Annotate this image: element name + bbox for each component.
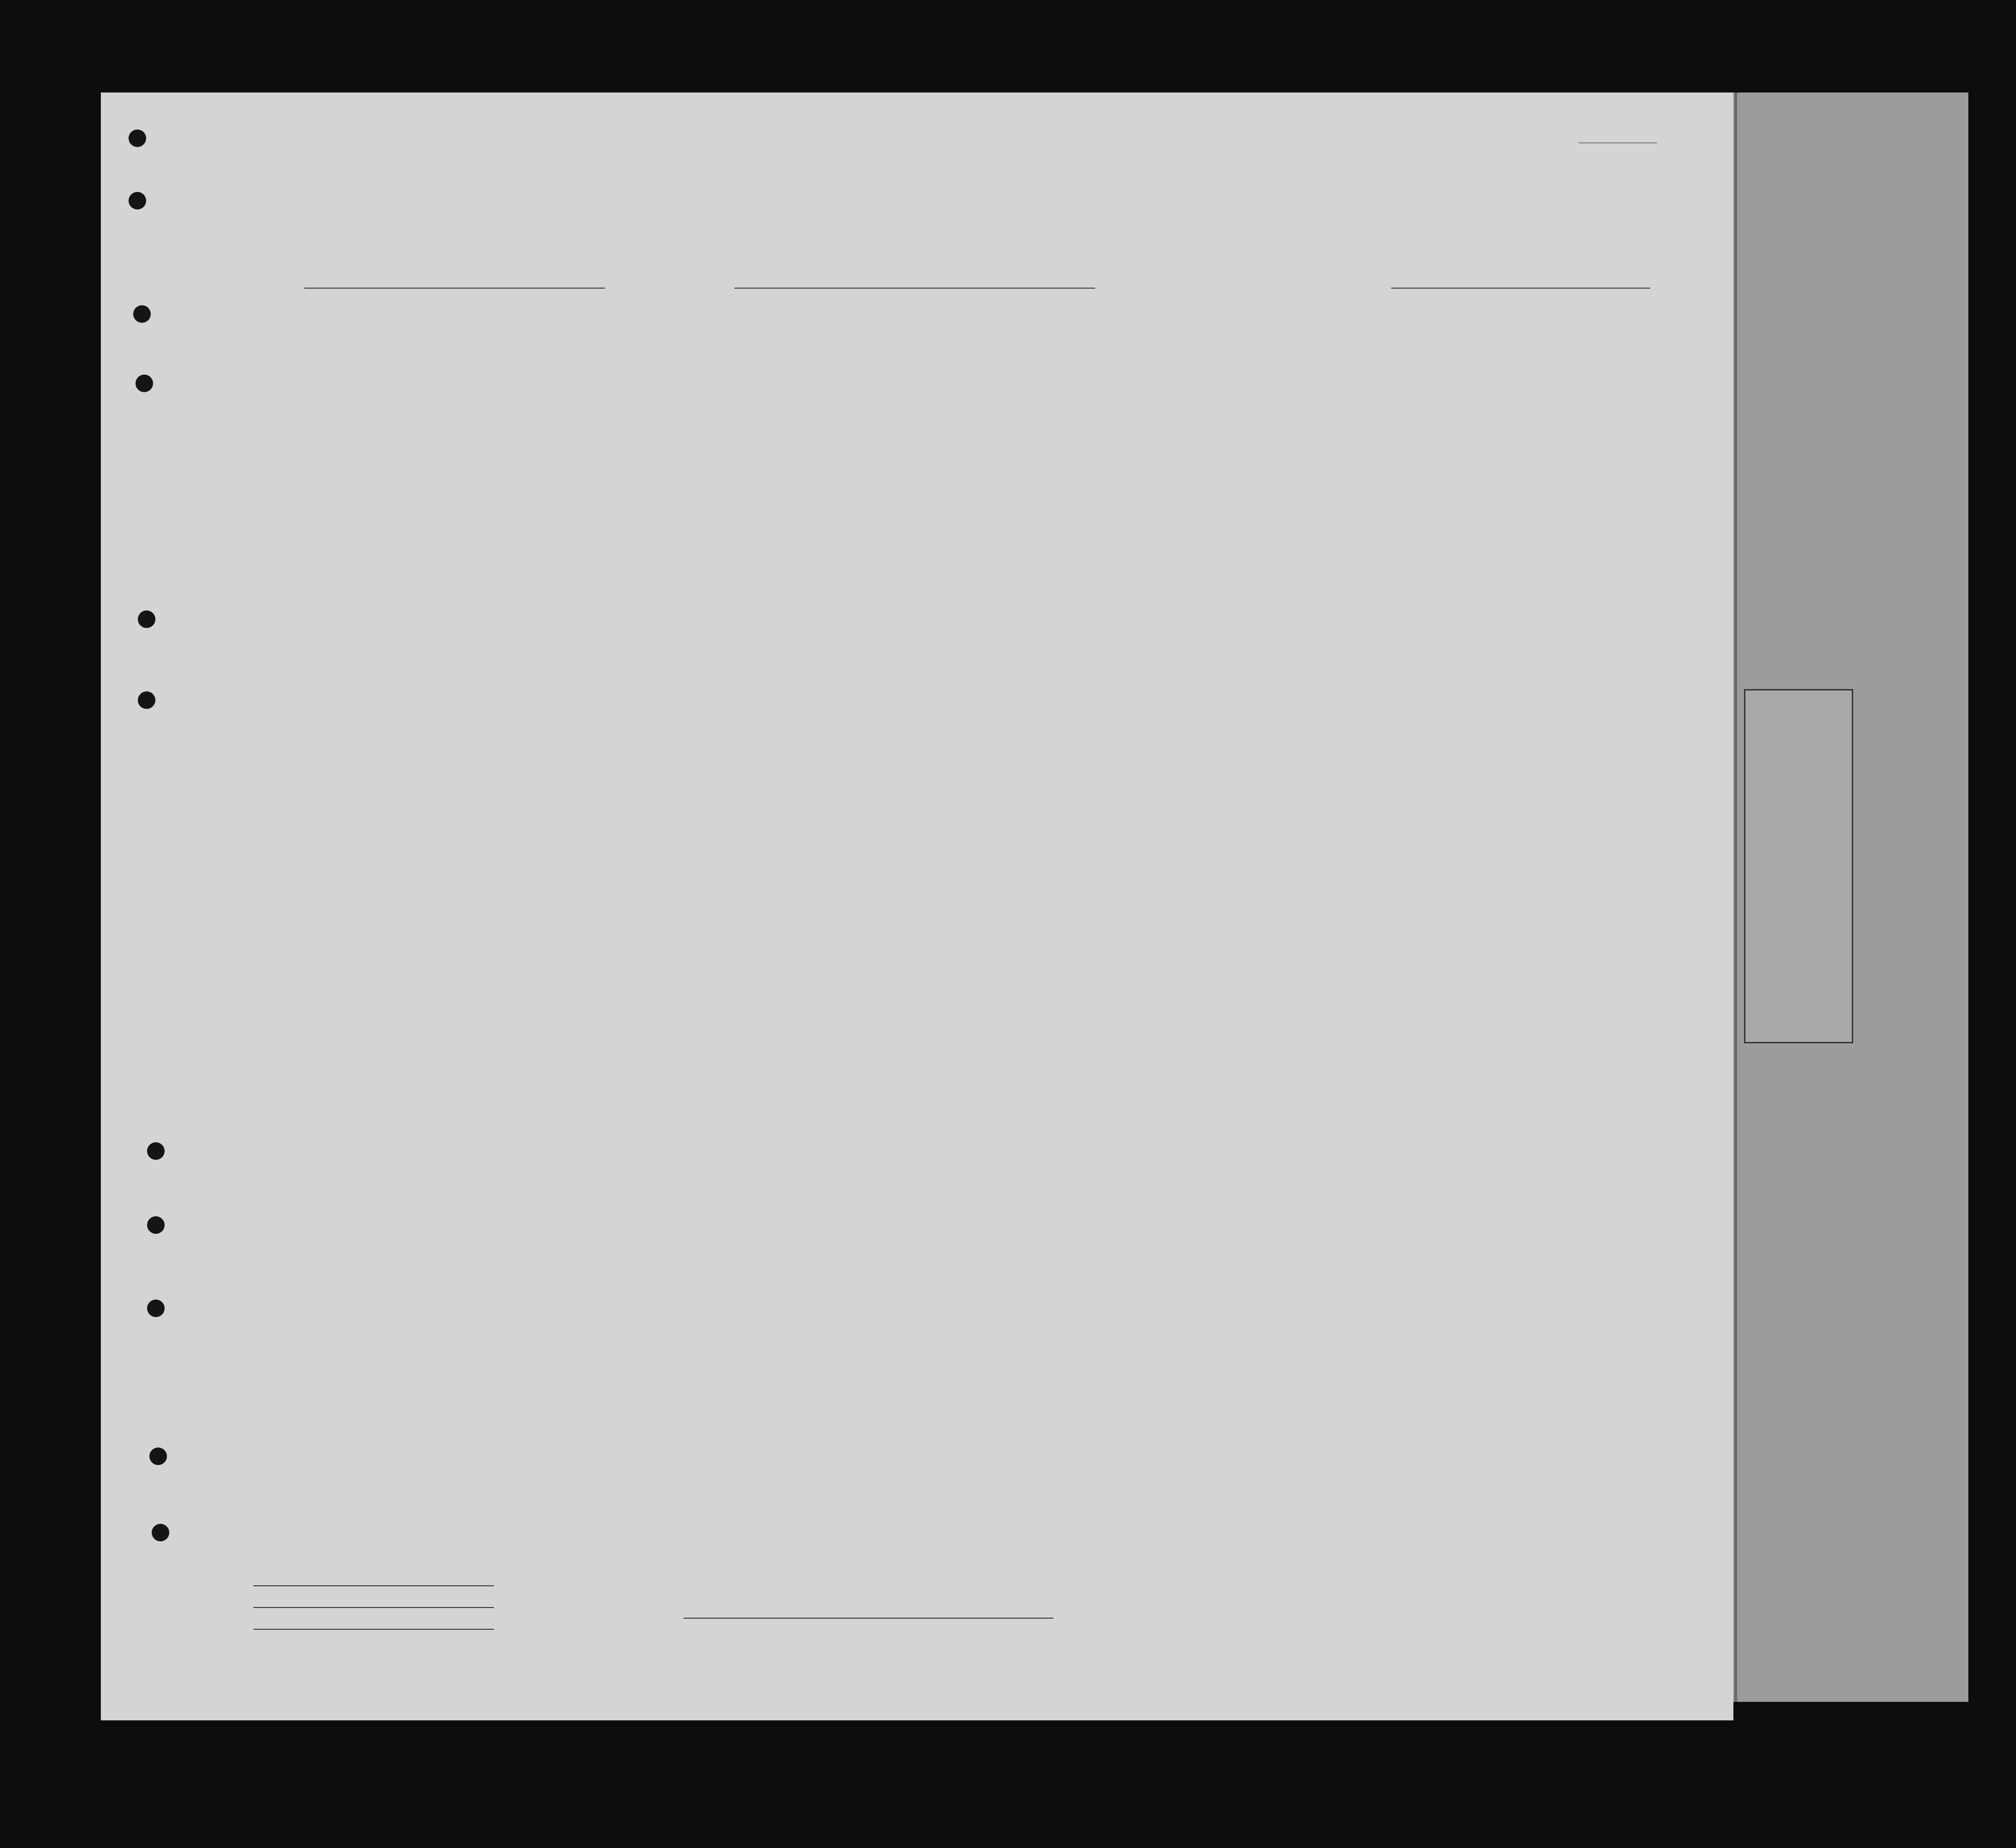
- line-underline: [253, 1585, 494, 1586]
- owners-underline: [253, 1607, 494, 1608]
- manifest-sheet: [101, 92, 1733, 1720]
- crew-table: [101, 92, 1733, 1720]
- agents-underline: [253, 1629, 494, 1630]
- adjacent-page: [1734, 92, 1968, 1702]
- inspector-underline: [684, 1618, 1054, 1619]
- side-tally-box: [1744, 689, 1853, 1043]
